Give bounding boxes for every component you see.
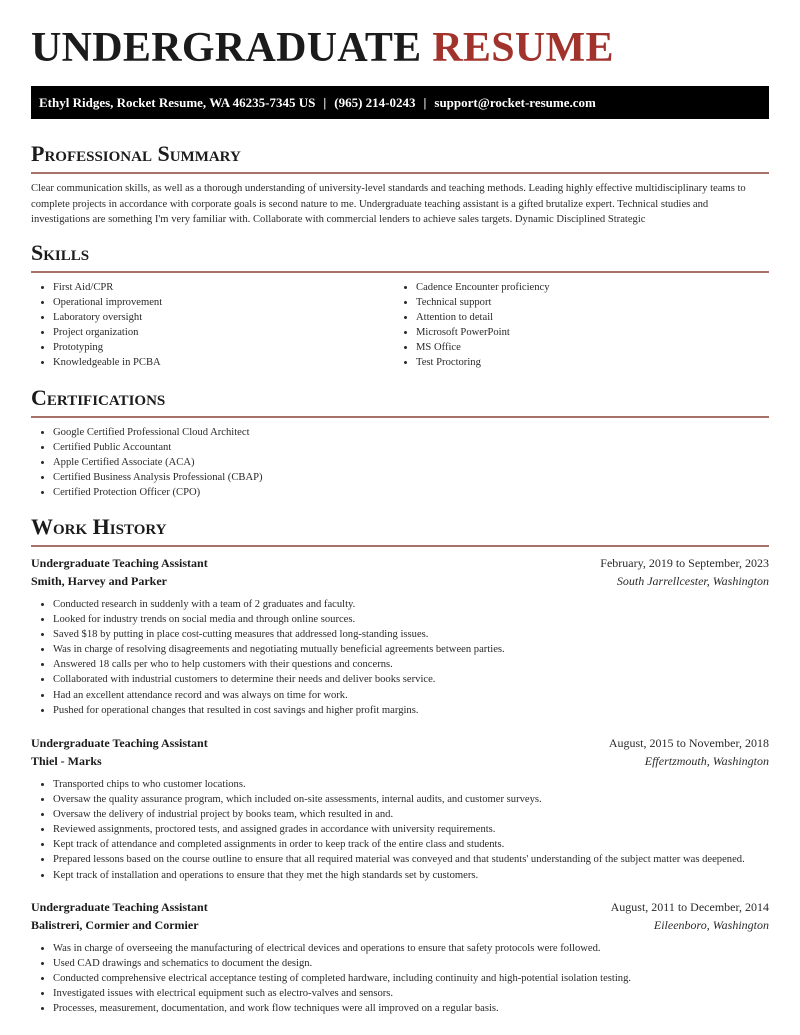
job-location: South Jarrellcester, Washington: [616, 574, 769, 588]
skill-item: • Laboratory oversight: [53, 310, 162, 325]
job-bullets: [31, 597, 505, 718]
skill-item: • Microsoft PowerPoint: [416, 325, 550, 340]
job-dates: August, 2015 to November, 2018: [608, 736, 769, 750]
skill-item: • Cadence Encounter proficiency: [416, 280, 550, 295]
work-history-heading: Work History: [31, 514, 167, 539]
job-bullet: • Conducted research in suddenly with a team of 2 graduates and faculty.: [53, 597, 505, 612]
title-accent: RESUME: [432, 25, 614, 71]
title-main: UNDERGRADUATE: [31, 25, 422, 71]
certifications-heading: Certifications: [31, 385, 166, 410]
contact-separator: |: [323, 95, 327, 110]
contact-address: Ethyl Ridges, Rocket Resume, WA 46235-7345 US: [39, 95, 316, 110]
job-bullet: • Saved $18 by putting in place cost-cutting measures that addressed long-standing issues.: [53, 627, 505, 642]
job-bullet: • Processes, measurement, documentation, and work flow techniques were all improved on a regular basis.: [53, 1001, 631, 1016]
job-location: Eileenboro, Washington: [653, 918, 769, 932]
job-subheader: [31, 572, 769, 590]
job-bullet: • Oversaw the delivery of industrial project by books team, which resulted in and.: [53, 807, 745, 822]
job-bullet: • Reviewed assignments, proctored tests, and assigned grades in accordance with university requirements.: [53, 822, 745, 837]
certification-item: • Google Certified Professional Cloud Architect: [53, 425, 263, 440]
job-subheader: [31, 916, 769, 934]
job-location: Effertzmouth, Washington: [644, 754, 769, 768]
job-bullet: • Prepared lessons based on the course outline to ensure that all required material was conveyed and that students' understanding of the subject matter was deepened.: [53, 852, 745, 867]
work-history-divider: [31, 545, 769, 547]
contact-bar: [31, 86, 769, 119]
job-bullet: • Answered 18 calls per who to help customers with their questions and concerns.: [53, 657, 505, 672]
job-bullet: • Looked for industry trends on social media and through online sources.: [53, 612, 505, 627]
skills-heading: Skills: [31, 240, 90, 265]
certifications-divider: [31, 416, 769, 418]
certifications-list: [31, 425, 263, 500]
job-bullets: [31, 777, 745, 883]
skill-item: • Knowledgeable in PCBA: [53, 355, 162, 370]
contact-email[interactable]: support@rocket-resume.com: [434, 95, 596, 110]
job-bullet: • Was in charge of overseeing the manufacturing of electrical devices and operations to ensure that safety protocols were followed.: [53, 941, 631, 956]
skill-item: • MS Office: [416, 340, 550, 355]
job-subheader: [31, 752, 769, 770]
summary-divider: [31, 172, 769, 174]
skills-list-left: [31, 280, 162, 371]
job-dates: February, 2019 to September, 2023: [600, 556, 769, 570]
job-bullet: • Used CAD drawings and schematics to document the design.: [53, 956, 631, 971]
job-dates: August, 2011 to December, 2014: [610, 900, 769, 914]
summary-heading: Professional Summary: [31, 141, 241, 166]
job-role: Undergraduate Teaching Assistant: [31, 736, 208, 750]
job-bullet: • Kept track of installation and operations to ensure that they met the high standards set by customers.: [53, 868, 745, 883]
skill-item: • Test Proctoring: [416, 355, 550, 370]
skill-item: • Technical support: [416, 295, 550, 310]
certification-item: • Certified Business Analysis Professional (CBAP): [53, 470, 263, 485]
job-role: Undergraduate Teaching Assistant: [31, 556, 208, 570]
skill-item: • Prototyping: [53, 340, 162, 355]
job-bullet: • Transported chips to who customer locations.: [53, 777, 745, 792]
job-company: Balistreri, Cormier and Cormier: [31, 918, 199, 932]
certification-item: • Apple Certified Associate (ACA): [53, 455, 263, 470]
job-bullet: • Oversaw the quality assurance program, which included on-site assessments, internal audits, and customer surveys.: [53, 792, 745, 807]
contact-separator: |: [423, 95, 427, 110]
job-header: [31, 898, 769, 916]
job-company: Thiel - Marks: [31, 754, 102, 768]
job-bullet: • Kept track of attendance and completed assignments in order to keep track of the entire class and students.: [53, 837, 745, 852]
job-header: [31, 734, 769, 752]
job-role: Undergraduate Teaching Assistant: [31, 900, 208, 914]
job-bullet: • Had an excellent attendance record and was always on time for work.: [53, 688, 505, 703]
skills-divider: [31, 271, 769, 273]
skills-list-right: [394, 280, 550, 371]
certification-item: • Certified Public Accountant: [53, 440, 263, 455]
job-bullet: • Investigated issues with electrical equipment such as electro-valves and sensors.: [53, 986, 631, 1001]
resume-title: [31, 24, 614, 72]
job-header: [31, 554, 769, 572]
job-bullet: • Conducted comprehensive electrical acceptance testing of completed hardware, including continuity and high-potential isolation testing.: [53, 971, 631, 986]
contact-phone[interactable]: (965) 214-0243: [334, 95, 416, 110]
skill-item: • Attention to detail: [416, 310, 550, 325]
skill-item: • Operational improvement: [53, 295, 162, 310]
job-bullet: • Pushed for operational changes that resulted in cost savings and higher profit margins.: [53, 703, 505, 718]
skill-item: • First Aid/CPR: [53, 280, 162, 295]
job-company: Smith, Harvey and Parker: [31, 574, 167, 588]
job-bullet: • Was in charge of resolving disagreements and negotiating mutually beneficial agreements between parties.: [53, 642, 505, 657]
certification-item: • Certified Protection Officer (CPO): [53, 485, 263, 500]
job-bullets: [31, 941, 631, 1016]
skill-item: • Project organization: [53, 325, 162, 340]
job-bullet: • Collaborated with industrial customers to determine their needs and deliver books service.: [53, 672, 505, 687]
summary-text: Clear communication skills, as well as a thorough understanding of university-level standards and teaching methods. Leading highly effective multidisciplinary teams to complete projects in accordance with corporate goals is second nature to me. Undergraduate teaching assistant is a gifted brutalize expert. Technical studies and investigations are something I'm very familiar with. Collaborate with commercial lenders to achieve sales targets. Dynamic Disciplined Strategic: [31, 183, 746, 225]
